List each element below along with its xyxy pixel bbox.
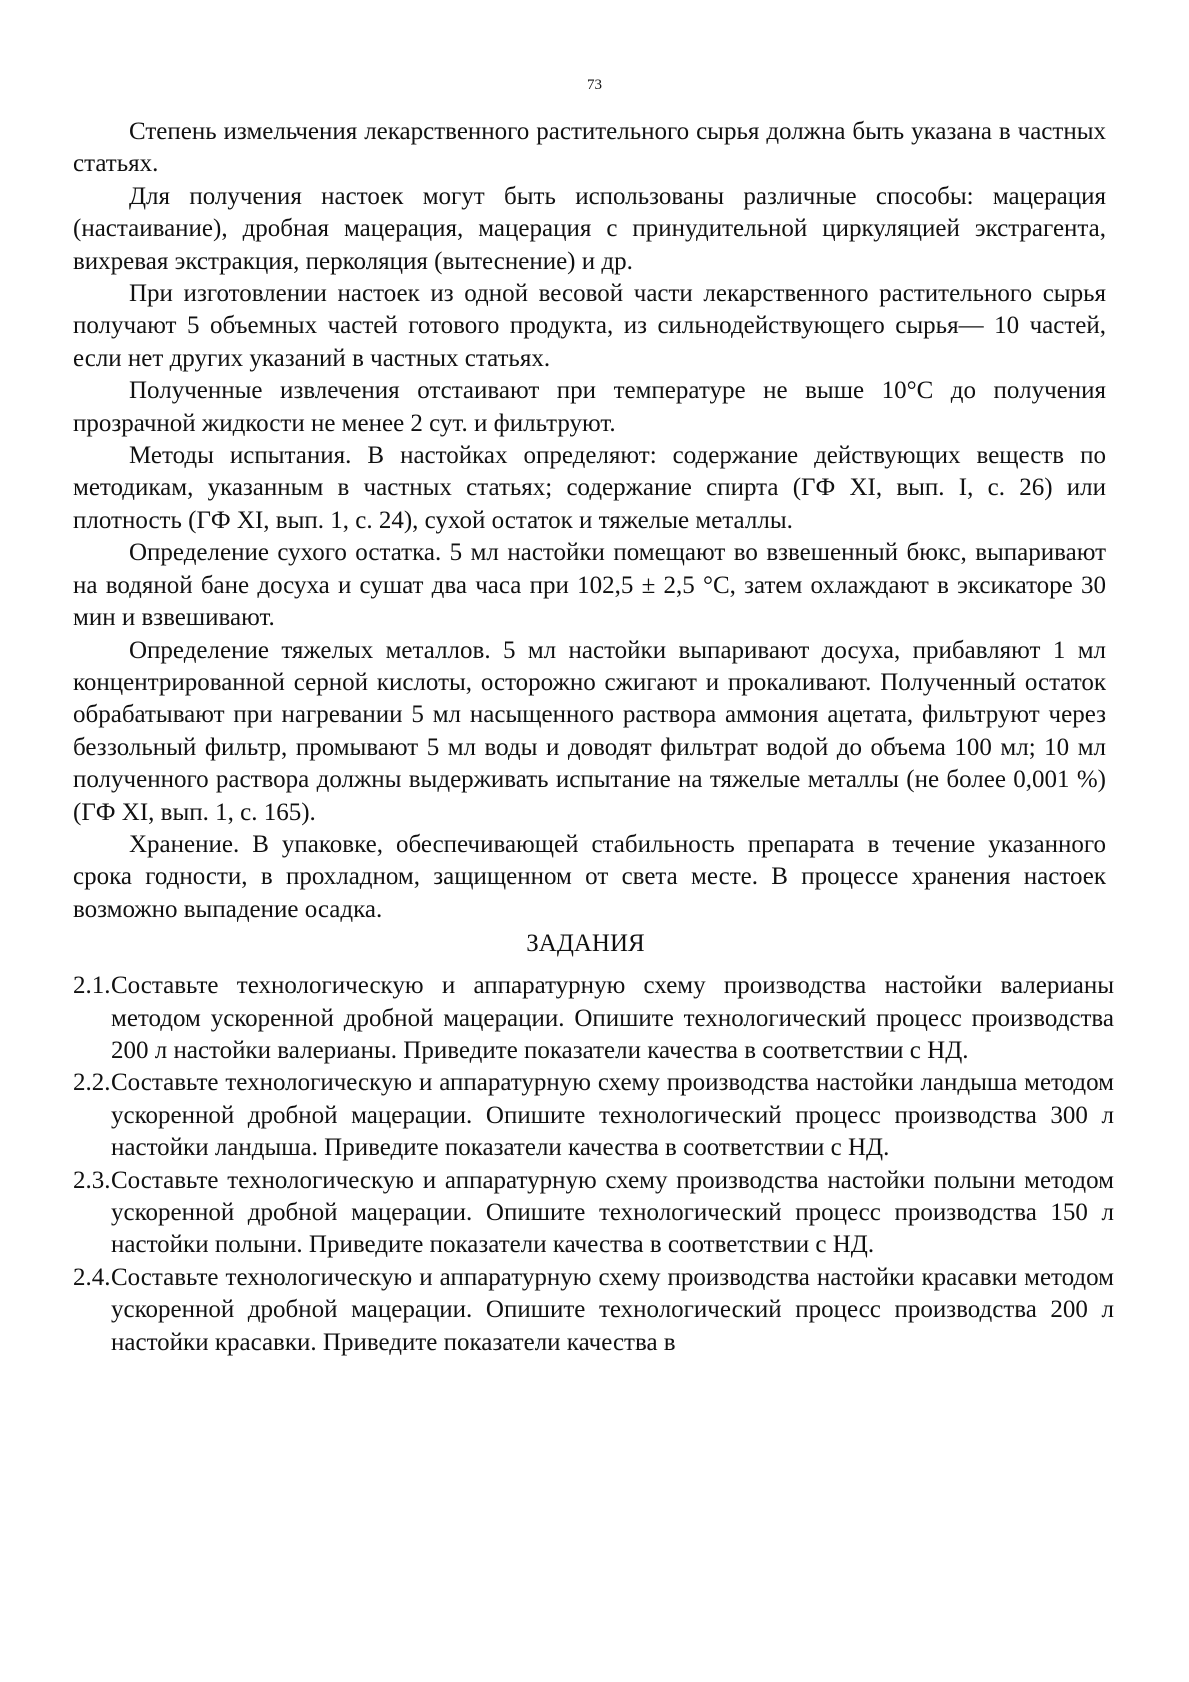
paragraph-ratio: При изготовлении настоек из одной весовой части лекарственного растительного сырья получают 5 объемных частей готового продукта, из сильнодействующего сырья— 10 частей, если нет других указаний в частных статьях. — [73, 280, 1106, 372]
task-number: 2.1. — [73, 972, 111, 1000]
task-item — [73, 1165, 1114, 1262]
task-number: 2.4. — [73, 1263, 111, 1291]
task-item — [73, 970, 1114, 1067]
paragraph-settling: Полученные извлечения отстаивают при температуре не выше 10°С до получения прозрачной жидкости не менее 2 сут. и фильтруют. — [73, 377, 1106, 437]
paragraph-dry-residue: Определение сухого остатка. 5 мл настойки помещают во взвешенный бюкс, выпаривают на водяной бане досуха и сушат два часа при 102,5 ± 2,5 °С, затем охлаждают в эксикаторе 30 мин и взвешивают. — [73, 539, 1106, 632]
task-text: Составьте технологическую и аппаратурную схему производства настойки красавки методом ускоренной дробной мацерации. Опишите технологический процесс производства 200 л настойки красавки. Приведите показатели качества в — [111, 1263, 1114, 1356]
page-number: 73 — [587, 77, 602, 93]
paragraph-test-methods: Методы испытания. В настойках определяют: содержание действующих веществ по методикам, указанным в частных статьях; содержание спирта (ГФ XI, вып. I, с. 26) или плотность (ГФ XI, вып. 1, с. 24), сухой остаток и тяжелые металлы. — [73, 442, 1106, 534]
paragraph-storage: Хранение. В упаковке, обеспечивающей стабильность препарата в течение указанного срока годности, в прохладном, защищенном от света месте. В процессе хранения настоек возможно выпадение осадка. — [73, 830, 1106, 923]
task-number: 2.3. — [73, 1166, 111, 1194]
section-heading: ЗАДАНИЯ — [526, 930, 645, 958]
task-text: Составьте технологическую и аппаратурную схему производства настойки валерианы методом ускоренной дробной мацерации. Опишите технологический процесс производства 200 л настойки валерианы. Приведите показатели качества в соответствии с НД. — [111, 972, 1114, 1064]
task-number: 2.2. — [73, 1069, 111, 1097]
paragraph-grinding-degree: Степень измельчения лекарственного растительного сырья должна быть указана в частных статьях. — [73, 118, 1106, 178]
task-item — [73, 1262, 1114, 1359]
task-text: Составьте технологическую и аппаратурную схему производства настойки ландыша методом ускоренной дробной мацерации. Опишите технологический процесс производства 300 л настойки ландыша. Приведите показатели качества в соответствии с НД. — [111, 1069, 1114, 1162]
paragraph-heavy-metals: Определение тяжелых металлов. 5 мл настойки выпаривают досуха, прибавляют 1 мл концентрированной серной кислоты, осторожно сжигают и прокаливают. Полученный остаток обрабатывают при нагревании 5 мл насыщенного раствора аммония ацетата, фильтруют через беззольный фильтр, промывают 5 мл воды и доводят фильтрат водой до объема 100 мл; 10 мл полученного раствора должны выдерживать испытание на тяжелые металлы (не более 0,001 %) (ГФ XI, вып. 1, с. 165). — [73, 636, 1106, 826]
task-text: Составьте технологическую и аппаратурную схему производства настойки полыни методом ускоренной дробной мацерации. Опишите технологический процесс производства 150 л настойки полыни. Приведите показатели качества в соответствии с НД. — [111, 1166, 1114, 1259]
task-item — [73, 1067, 1114, 1164]
page-content — [73, 116, 1114, 1359]
paragraph-extraction-methods: Для получения настоек могут быть использованы различные способы: мацерация (настаивание), дробная мацерация, мацерация с принудительной циркуляцией экстрагента, вихревая экстракция, перколяция (вытеснение) и др. — [73, 182, 1106, 275]
